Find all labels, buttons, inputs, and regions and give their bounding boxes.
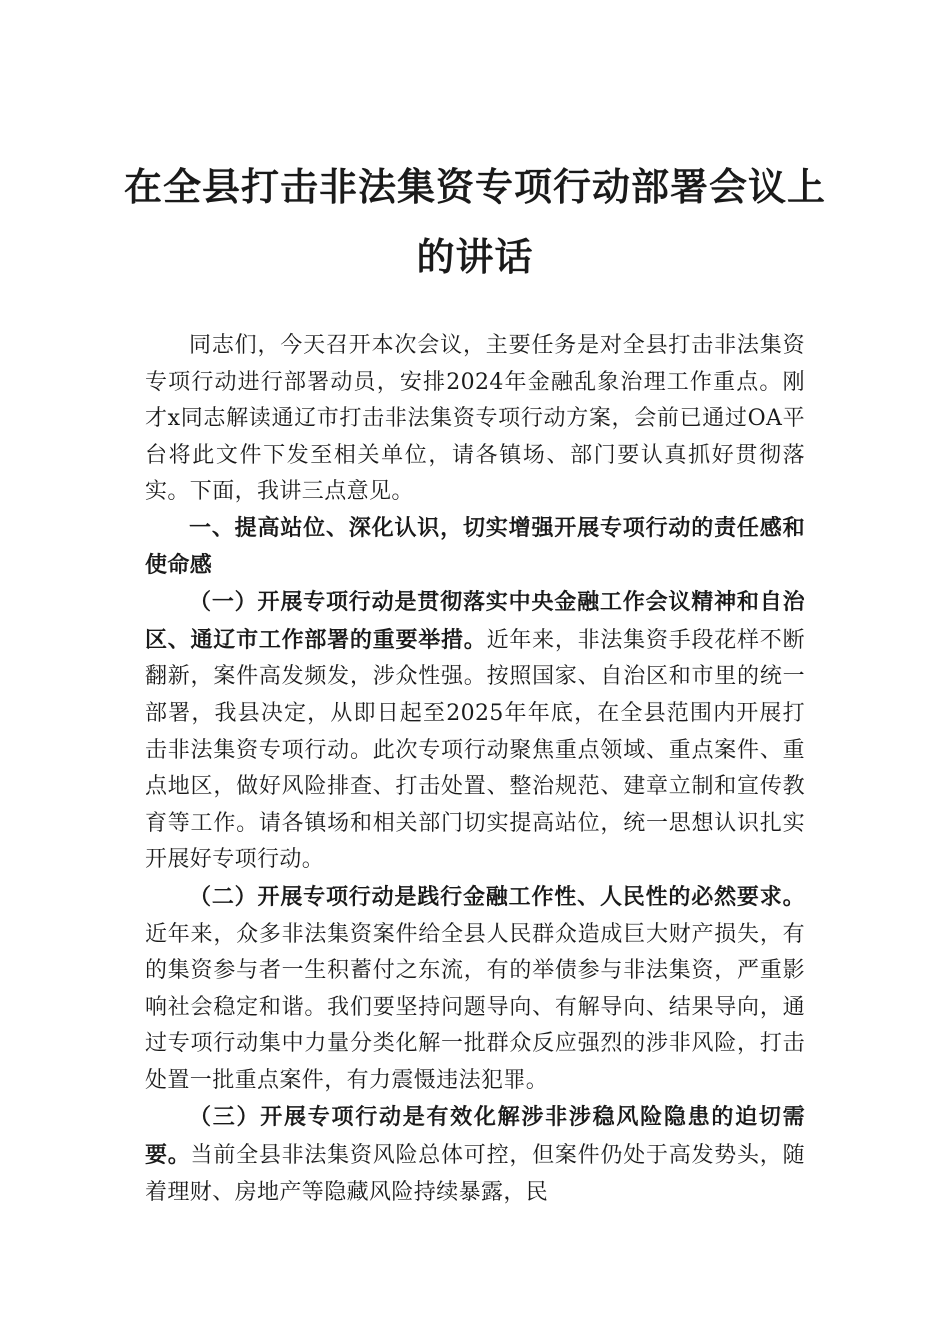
document-title-line-2: 的讲话 (416, 234, 534, 279)
point-3-body: 当前全县非法集资风险总体可控，但案件仍处于高发势头，随着理财、房地产等隐藏风险持续暴露，民 (145, 1143, 805, 1205)
point-1-body: 近年来，非法集资手段花样不断翻新，案件高发频发，涉众性强。按照国家、自治区和市里的统一部署，我县决定，从即日起至2025年年底，在全县范围内开展打击非法集资专项行动。此次专项行动聚焦重点领域、重点案件、重点地区，做好风险排查、打击处置、整治规范、建章立制和宣传教育等工作。请各镇场和相关部门切实提高站位，统一思想认识扎实开展好专项行动。 (145, 627, 805, 873)
intro-paragraph: 同志们，今天召开本次会议，主要任务是对全县打击非法集资专项行动进行部署动员，安排2024年金融乱象治理工作重点。刚才x同志解读通辽市打击非法集资专项行动方案，会前已通过OA平台将此文件下发至相关单位，请各镇场、部门要认真抓好贯彻落实。下面，我讲三点意见。 (145, 333, 805, 505)
point-1-paragraph (145, 584, 805, 879)
point-2-lead: （二）开展专项行动是践行金融工作性、人民性的必然要求。 (189, 883, 805, 910)
section-1-heading: 一、提高站位、深化认识，切实增强开展专项行动的责任感和使命感 (145, 515, 805, 578)
point-2-paragraph (145, 879, 805, 1100)
point-3-paragraph (145, 1099, 805, 1211)
document-body (145, 328, 805, 1211)
point-1-lead: （一）开展专项行动是贯彻落实中央金融工作会议精神和自治区、通辽市工作部署的重要举措。 (145, 589, 805, 653)
document-title-line-1: 在全县打击非法集资专项行动部署会议上 (123, 164, 826, 209)
point-2-body: 近年来，众多非法集资案件给全县人民群众造成巨大财产损失，有的集资参与者一生积蓄付之东流，有的举债参与非法集资，严重影响社会稳定和谐。我们要坚持问题导向、有解导向、结果导向，通过专项行动集中力量分类化解一批群众反应强烈的涉非风险，打击处置一批重点案件，有力震慑违法犯罪。 (145, 921, 805, 1093)
point-3-lead: （三）开展专项行动是有效化解涉非涉稳风险隐患的迫切需要。 (145, 1104, 805, 1169)
